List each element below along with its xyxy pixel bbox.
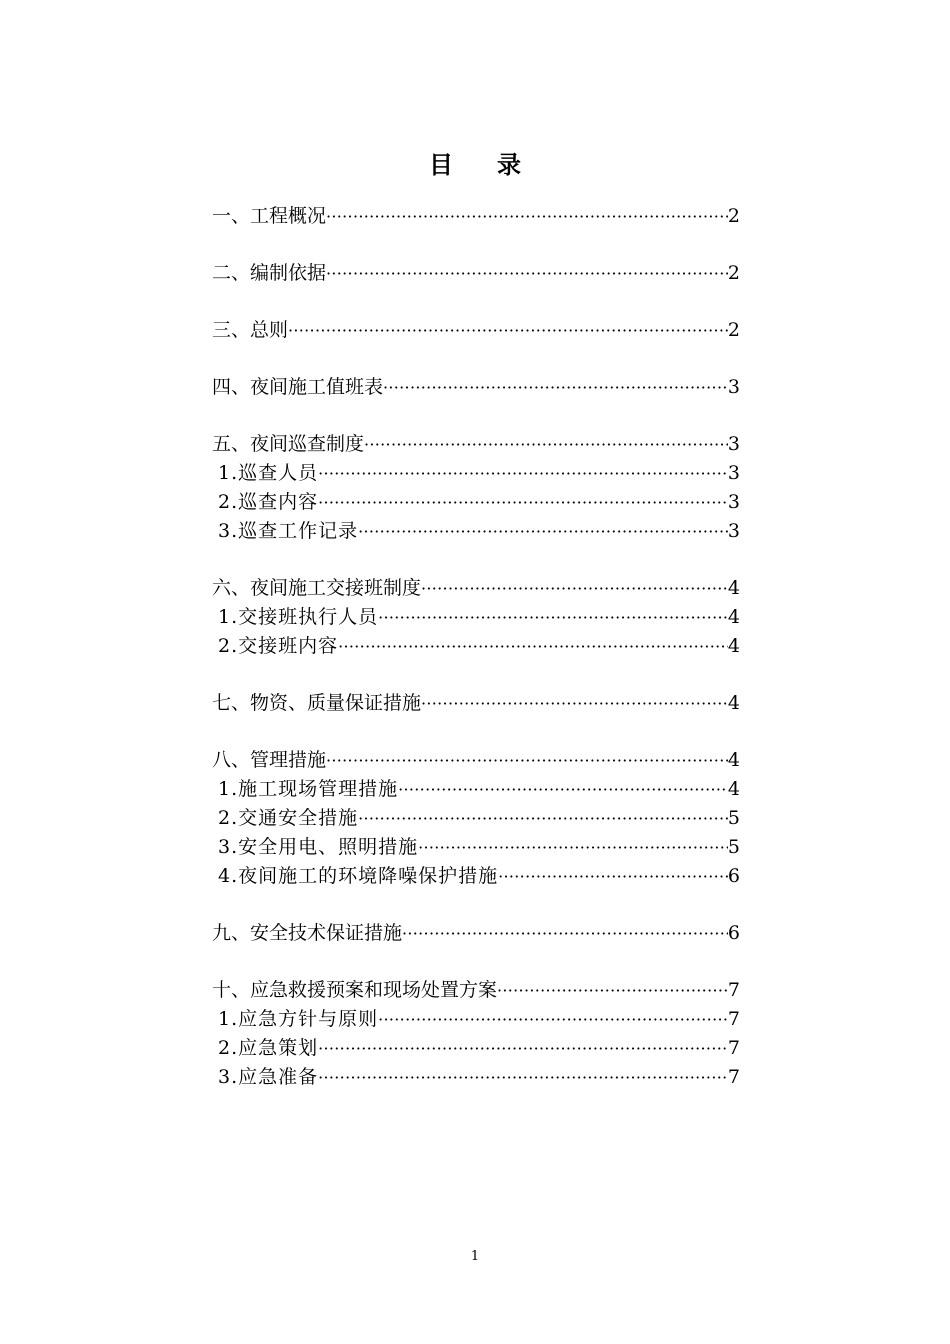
toc-group — [212, 689, 740, 718]
toc-entry-page: 3 — [727, 433, 740, 455]
toc-entry-label: 三、总则 — [212, 319, 289, 341]
toc-dot-leader — [288, 316, 728, 345]
toc-group — [212, 316, 740, 345]
toc-group — [212, 746, 740, 891]
toc-dot-leader — [497, 976, 728, 1005]
toc-entry-label: 2.巡查内容 — [218, 491, 319, 513]
toc-group — [212, 202, 740, 231]
toc-entry[interactable] — [212, 919, 740, 948]
toc-entry-label: 五、夜间巡查制度 — [212, 433, 365, 455]
toc-group — [212, 574, 740, 661]
toc-entry-page: 6 — [727, 865, 740, 887]
toc-subentry[interactable] — [212, 459, 740, 488]
toc-subentry[interactable] — [212, 1034, 740, 1063]
toc-entry-label: 一、工程概况 — [212, 205, 327, 227]
toc-entry-page: 3 — [727, 491, 740, 513]
toc-entry-label: 3.巡查工作记录 — [218, 520, 359, 542]
toc-entry-label: 八、管理措施 — [212, 749, 327, 771]
toc-entry-page: 5 — [727, 807, 740, 829]
toc-entry-label: 1.巡查人员 — [218, 462, 319, 484]
toc-group — [212, 976, 740, 1092]
toc-group — [212, 430, 740, 546]
toc-subentry[interactable] — [212, 517, 740, 546]
toc-subentry[interactable] — [212, 1005, 740, 1034]
toc-entry[interactable] — [212, 202, 740, 231]
toc-dot-leader — [378, 603, 728, 632]
toc-entry-page: 2 — [727, 262, 740, 284]
toc-entry[interactable] — [212, 574, 740, 603]
toc-entry-label: 十、应急救援预案和现场处置方案 — [212, 979, 498, 1001]
toc-subentry[interactable] — [212, 488, 740, 517]
toc-entry-page: 3 — [727, 462, 740, 484]
toc-dot-leader — [421, 574, 728, 603]
toc-entry[interactable] — [212, 976, 740, 1005]
toc-entry-label: 1.交接班执行人员 — [218, 606, 379, 628]
toc-group — [212, 259, 740, 288]
toc-entry[interactable] — [212, 373, 740, 402]
toc-dot-leader — [358, 517, 728, 546]
toc-dot-leader — [378, 1005, 728, 1034]
toc-entry[interactable] — [212, 746, 740, 775]
toc-entry-label: 九、安全技术保证措施 — [212, 922, 403, 944]
toc-entry-page: 4 — [727, 692, 740, 714]
toc-entry-page: 7 — [727, 1008, 740, 1030]
toc-entry-label: 2.交通安全措施 — [218, 807, 359, 829]
toc-entry-label: 六、夜间施工交接班制度 — [212, 577, 422, 599]
toc-entry-page: 4 — [727, 778, 740, 800]
toc-entry-page: 3 — [727, 520, 740, 542]
toc-entry-page: 4 — [727, 577, 740, 599]
toc-entry-page: 3 — [727, 376, 740, 398]
toc-dot-leader — [318, 1063, 728, 1092]
toc-group — [212, 919, 740, 948]
toc-dot-leader — [326, 202, 728, 231]
toc-dot-leader — [364, 430, 728, 459]
toc-entry-label: 2.应急策划 — [218, 1037, 319, 1059]
toc-dot-leader — [318, 488, 728, 517]
toc-entry-page: 4 — [727, 749, 740, 771]
toc-subentry[interactable] — [212, 833, 740, 862]
page-title: 目录 — [429, 151, 565, 180]
toc-subentry[interactable] — [212, 862, 740, 891]
toc-dot-leader — [358, 804, 728, 833]
toc-dot-leader — [421, 689, 728, 718]
toc-entry-label: 2.交接班内容 — [218, 635, 339, 657]
toc-entry-page: 2 — [727, 319, 740, 341]
toc-dot-leader — [402, 919, 728, 948]
toc-entry-page: 6 — [727, 922, 740, 944]
toc-dot-leader — [498, 862, 728, 891]
toc-entry-page: 2 — [727, 205, 740, 227]
toc-dot-leader — [318, 1034, 728, 1063]
toc-entry-label: 七、物资、质量保证措施 — [212, 692, 422, 714]
toc-dot-leader — [383, 373, 728, 402]
toc-entry-label: 3.应急准备 — [218, 1066, 319, 1088]
toc-group — [212, 373, 740, 402]
toc-dot-leader — [326, 746, 728, 775]
toc-entry-page: 7 — [727, 1066, 740, 1088]
toc-entry-label: 1.施工现场管理措施 — [218, 778, 399, 800]
toc-entry-label: 4.夜间施工的环境降噪保护措施 — [218, 865, 499, 887]
toc-dot-leader — [398, 775, 728, 804]
toc-dot-leader — [418, 833, 728, 862]
toc-dot-leader — [326, 259, 728, 288]
toc-entry[interactable] — [212, 259, 740, 288]
toc-subentry[interactable] — [212, 804, 740, 833]
table-of-contents — [212, 202, 740, 1120]
toc-entry[interactable] — [212, 316, 740, 345]
toc-dot-leader — [318, 459, 728, 488]
toc-subentry[interactable] — [212, 775, 740, 804]
toc-entry-label: 四、夜间施工值班表 — [212, 376, 384, 398]
toc-entry-label: 3.安全用电、照明措施 — [218, 836, 419, 858]
toc-dot-leader — [338, 632, 728, 661]
toc-subentry[interactable] — [212, 632, 740, 661]
toc-subentry[interactable] — [212, 1063, 740, 1092]
toc-entry-page: 7 — [727, 979, 740, 1001]
toc-entry-label: 1.应急方针与原则 — [218, 1008, 379, 1030]
toc-entry-page: 7 — [727, 1037, 740, 1059]
toc-entry-label: 二、编制依据 — [212, 262, 327, 284]
toc-entry[interactable] — [212, 430, 740, 459]
page-number: 1 — [470, 1249, 480, 1264]
toc-entry-page: 4 — [727, 635, 740, 657]
toc-subentry[interactable] — [212, 603, 740, 632]
toc-entry[interactable] — [212, 689, 740, 718]
toc-entry-page: 5 — [727, 836, 740, 858]
toc-entry-page: 4 — [727, 606, 740, 628]
